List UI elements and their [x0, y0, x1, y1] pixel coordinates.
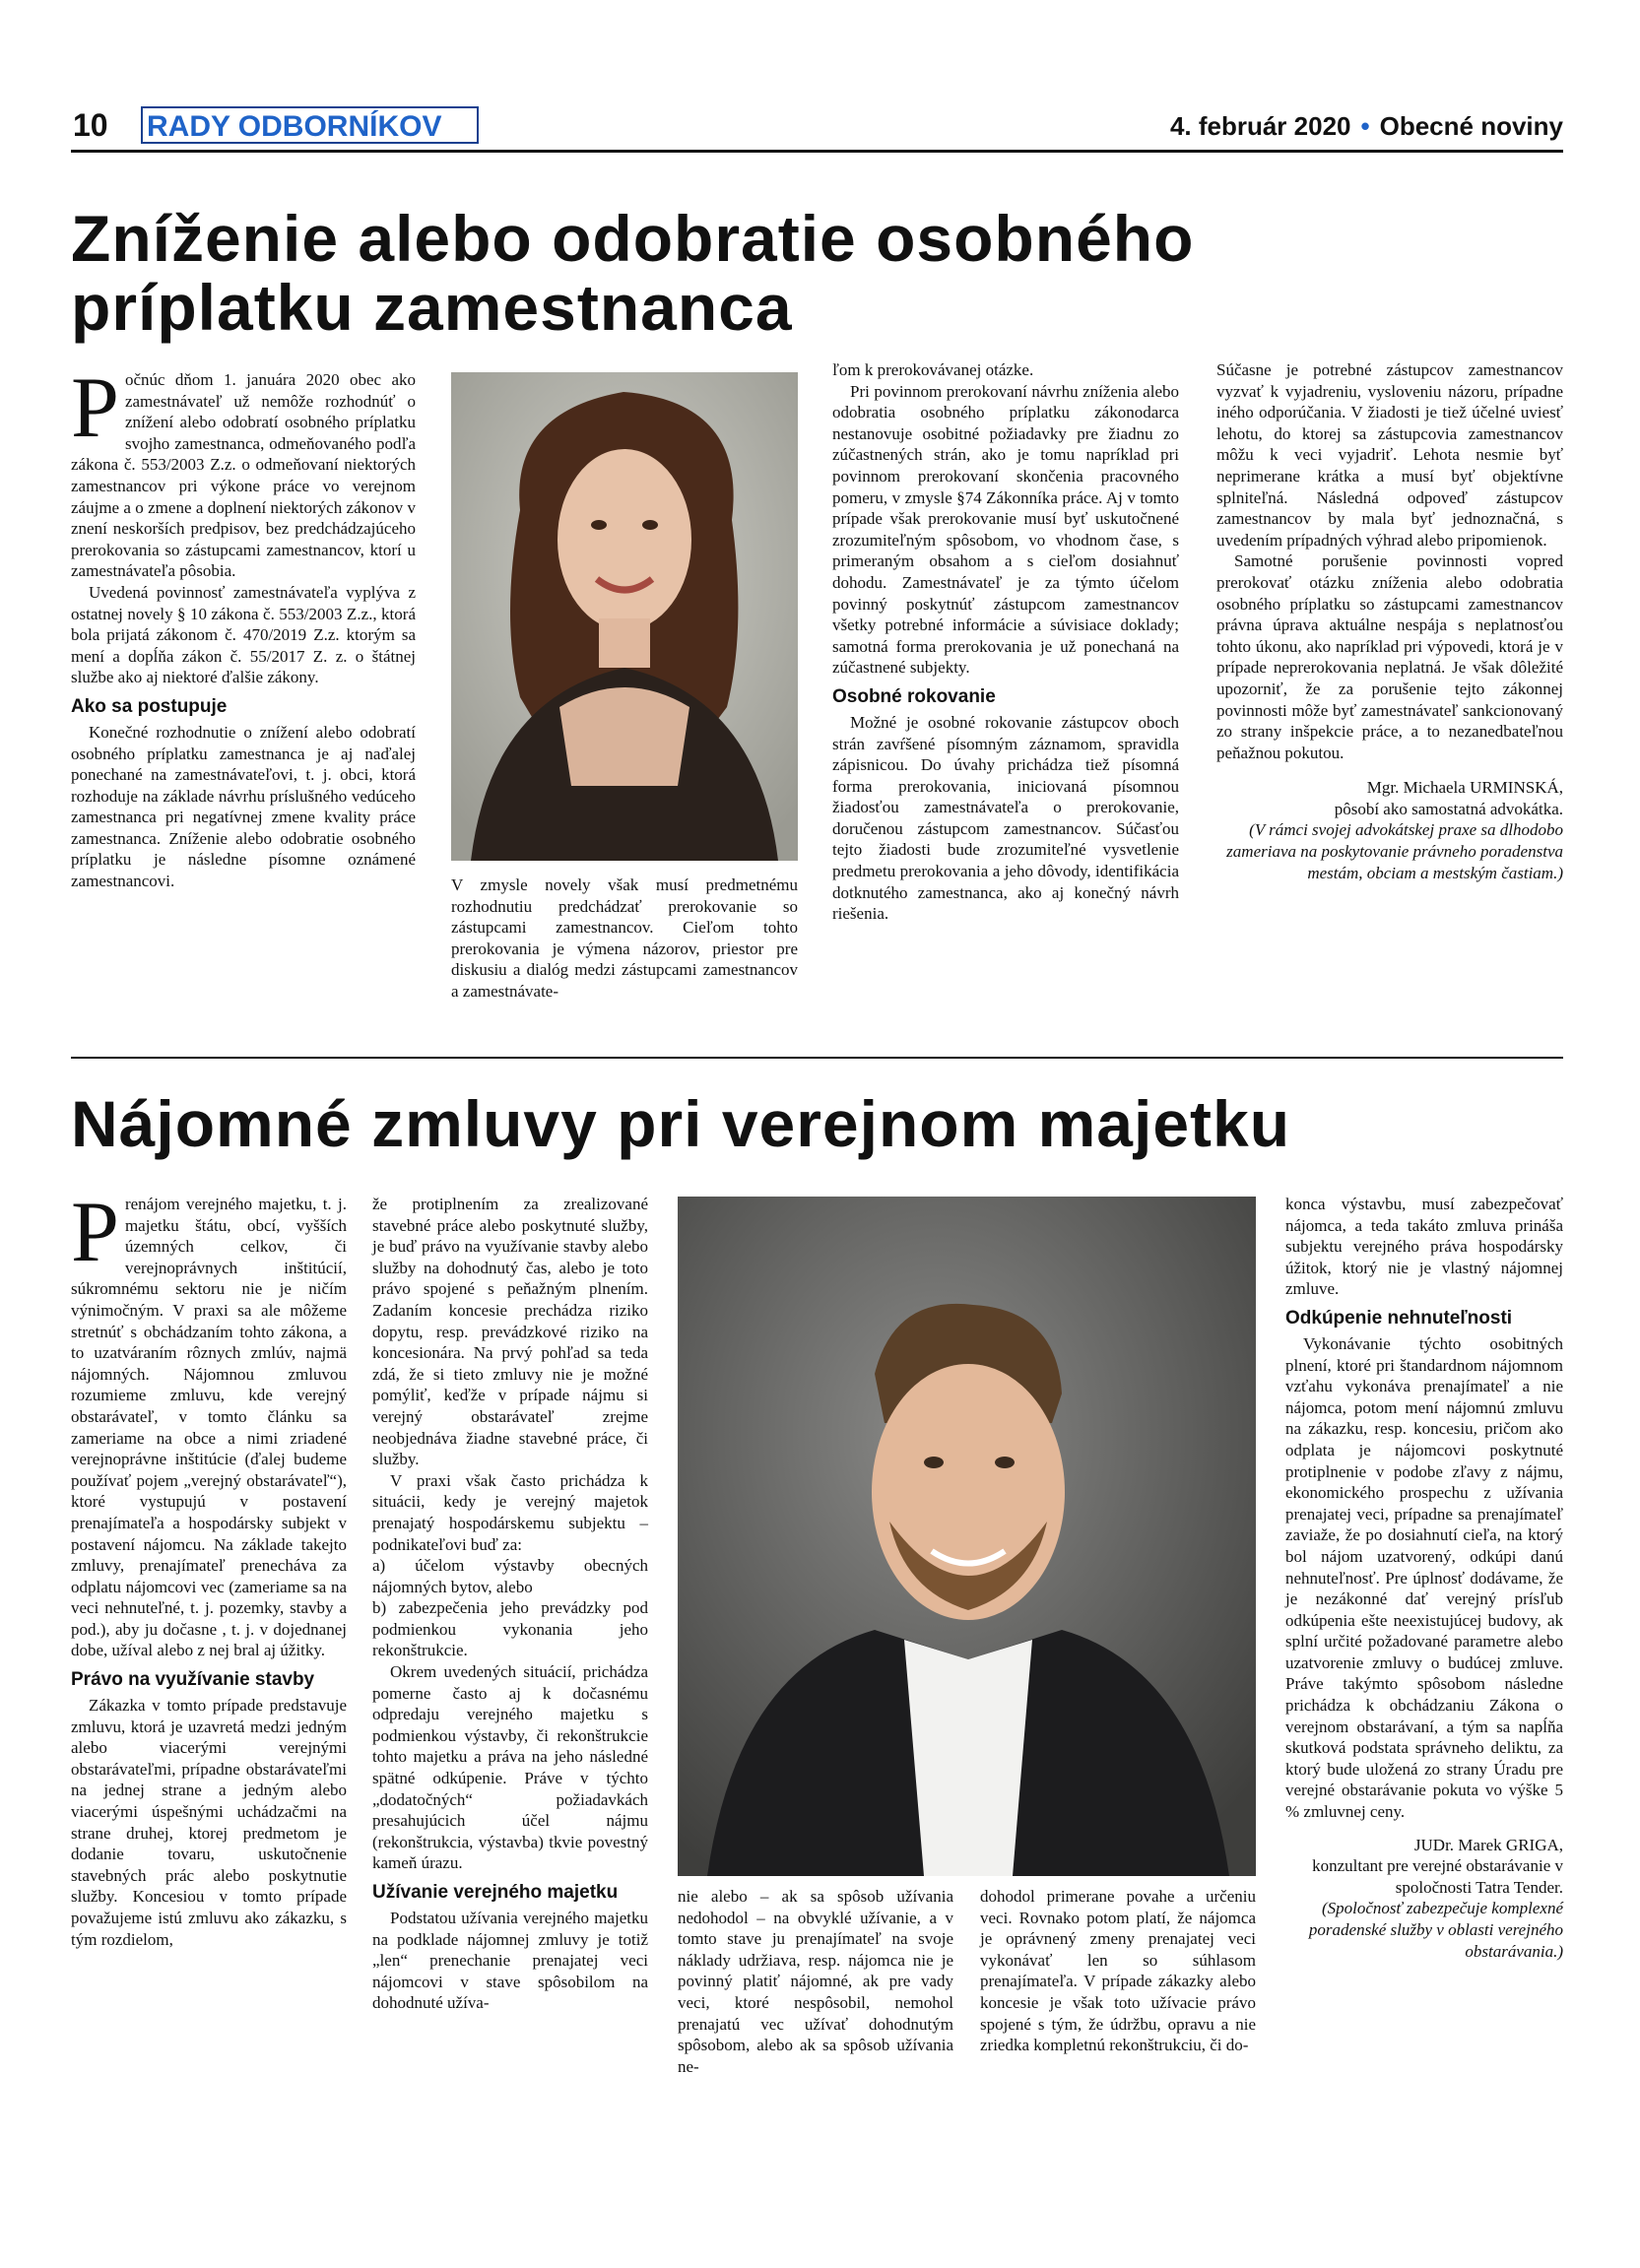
article1-title-line1: Zníženie alebo odobratie osobného — [71, 202, 1195, 275]
section-label: RADY ODBORNÍKOV — [141, 106, 479, 144]
paragraph: V zmysle novely však musí predmetnému rozhodnutiu predchádzať prerokovanie so zástupcami zamestnancov. Cieľom tohto prerokovania je výmena názorov, priestor pre diskusiu a dialóg medzi zástupcami zamestnancov a zamestnávate- — [451, 875, 798, 1001]
article1-author-note: (V rámci svojej advokátskej praxe sa dlhodobo zameriava na poskytovanie právneho poradenstva mestám, obciam a mestským častiam.) — [1226, 820, 1563, 882]
article1-column-1 — [71, 360, 416, 892]
article1-headline — [71, 204, 1568, 342]
issue-date: 4. február 2020 — [1169, 111, 1351, 141]
article1-subheading-2: Osobné rokovanie — [832, 685, 996, 707]
article2-column-3 — [678, 1886, 953, 2077]
paragraph: Okrem uvedených situácií, prichádza pomerne často aj k dočasnému odpredaju verejného majetku s podmienkou výstavby, či rekonštrukcie tohto majetku a práva na jeho následné spätné odkúpenie. Práve v týchto „dodatočných“ požiadavkách presahujúcich účel nájmu (rekonštrukcia, výstavba) tkvie povestný kameň úrazu. — [372, 1662, 648, 1873]
author-photo-urminska — [451, 372, 798, 861]
paragraph: Súčasne je potrebné zástupcov zamestnancov vyzvať k vyjadreniu, vysloveniu názoru, prípadne iného odporúčania. V žiadosti je tiež účelné uviesť lehotu, do ktorej sa zástupcovia zamestnancov môžu k veci vyjadriť. Lehota nesmie byť neprimerane krátka a musí byť objektívne splniteľná. Následná odpoveď zástupcov zamestnancov by mala byť jednoznačná, s uvedením prípadných výhrad alebo pripomienok. — [1216, 360, 1563, 550]
paragraph: konca výstavbu, musí zabezpečovať nájomca, a teda takáto zmluva prináša subjektu verejného práva hospodársky úžitok, ktorý nie je vlastný nájomnej zmluve. — [1285, 1195, 1563, 1299]
paragraph: Pri povinnom prerokovaní návrhu zníženia alebo odobratia osobného príplatku zákonodarca nestanovuje osobitné požiadavky pre žiadnu zo zúčastnených strán, ako je tomu napríklad pri povinnom prerokovaní skončenia pracovného pomeru, v zmysle §74 Zákonníka práce. Aj v tomto prípade však prerokovanie musí byť uskutočnené zrozumiteľným spôsobom, vo vhodnom čase, s primeraným obsahom a s cieľom dosiahnuť dohodu. Zamestnávateľ je za týmto účelom povinný poskytnúť zástupcom zamestnancov všetky potrebné informácie a súvisiace doklady; samotná forma prerokovania je už ponechaná na zúčastnené subjekty. — [832, 381, 1179, 678]
article2-column-1 — [71, 1185, 347, 1950]
paragraph: že protiplnením za zrealizované stavebné práce alebo poskytnuté služby, je buď právo na využívanie stavby alebo služby na dohodnutý čas, alebo je toto právo spojené s peňažným plnením. Zadaním koncesie prechádza riziko dopytu, resp. prevádzkové riziko na koncesionára. Na prvý pohľad sa teda zdá, že si tieto zmluvy nie je možné pomýliť, keďže v prípade nájmu si verejný obstarávateľ zrejme neobjednáva žiadne stavebné práce, či služby. — [372, 1195, 648, 1469]
article1-subheading-1: Ako sa postupuje — [71, 695, 228, 717]
article2-author: JUDr. Marek GRIGA, — [1413, 1835, 1563, 1854]
article1-author: Mgr. Michaela URMINSKÁ, — [1366, 778, 1563, 798]
article2-column-4 — [980, 1886, 1256, 2056]
article2-drop-cap: P — [71, 1185, 119, 1280]
paragraph: Možné je osobné rokovanie zástupcov oboch strán zavŕšené písomným záznamom, spravidla zápisnicou. Do úvahy prichádza tiež písomná forma prerokovania, iniciovaná písomnou žiadosťou zamestnávateľa o prerokovanie, doručenou zástupcom zamestnancov. Súčasťou tejto žiadosti bude zrozumiteľné vysvetlenie predmetu prerokovania a jeho dôvody, identifikácia dotknutého zamestnanca, ako aj konečný návrh riešenia. — [832, 712, 1179, 924]
article2-subheading-2: Užívanie verejného majetku — [372, 1882, 619, 1903]
paragraph: V praxi však často prichádza k situácii, kedy je verejný majetok prenajatý hospodárskemu subjektu – podnikateľovi buď za: — [372, 1470, 648, 1554]
paragraph: Samotné porušenie povinnosti vopred prerokovať otázku zníženia alebo odobratia osobného príplatku so zástupcami zamestnancov právna úprava aktuálne nespája s neplatnosťou tohto úkonu, ako napríklad pri výpovedi, ktorá je v prípade neprerokovania neplatná. Je však dôležité upozorniť, že za porušenie tejto zákonnej povinnosti môže byť zamestnávateľ sankcionovaný zo strany inšpekcie práce, a to nezanedbateľnou peňažnou pokutou. — [1216, 551, 1563, 762]
article2-column-2 — [372, 1194, 648, 2014]
paragraph: renájom verejného majetku, t. j. majetku štátu, obcí, vyšších územných celkov, či verejnoprávnych inštitúcií, súkromnému sektoru nie je ničím výnimočným. V praxi sa ale môžeme stretnúť s obchádzaním tohto zákona, a to uzatváraním rôznych zmlúv, najmä nájomných. Nájomnou zmluvou rozumieme zmluvu, kde verejný obstarávateľ, v tomto článku sa zameriame na obce a nimi zriadené verejnoprávne inštitúcie (ďalej budeme používať pojem „verejný obstarávateľ“), ktoré vystupujú v postavení prenajímateľa a hospodársky subjekt v postavení nájomcu. Na základe takejto zmluvy, prenajímateľ prenecháva za odplatu nájomcovi vec (zameriame sa na veci nehnuteľné, t. j. pozemky, stavby a pod.), aby ju dočasne , t. j. v dojednanej dobe, užíval alebo z nej bral aj úžitky. — [71, 1195, 347, 1660]
article2-author-role: konzultant pre verejné obstarávanie v spoločnosti Tatra Tender. — [1312, 1856, 1563, 1897]
list-item: b) zabezpečenia jeho prevádzky pod podmienkou vykonania jeho rekonštrukcie. — [372, 1598, 648, 1660]
publication-name: Obecné noviny — [1379, 111, 1563, 141]
article2-subheading-1: Právo na využívanie stavby — [71, 1669, 315, 1691]
article2-headline: Nájomné zmluvy pri verejnom majetku — [71, 1087, 1291, 1160]
article2-column-5 — [1285, 1194, 1563, 1962]
paragraph: ľom k prerokovávanej otázke. — [832, 360, 1034, 379]
article1-column-3 — [832, 359, 1179, 925]
article2-subheading-3: Odkúpenie nehnuteľnosti — [1285, 1307, 1513, 1328]
author-photo-griga — [678, 1197, 1256, 1876]
separator-dot: • — [1360, 111, 1370, 141]
paragraph: Uvedená povinnosť zamestnávateľa vyplýva z ostatnej novely § 10 zákona č. 553/2003 Z.z., ktorá bola prijatá zákonom č. 470/2019 Z.z. ktorým sa mení a dopĺňa zákon č. 55/2017 Z. z. o štátnej službe ako aj niektoré ďalšie zákony. — [71, 582, 416, 687]
article1-column-4 — [1216, 359, 1563, 883]
page-number: 10 — [73, 107, 108, 143]
list-item: a) účelom výstavby obecných nájomných bytov, alebo — [372, 1556, 648, 1596]
article1-drop-cap: P — [71, 360, 119, 456]
article1-title-line2: príplatku zamestnanca — [71, 271, 793, 344]
article1-author-role: pôsobí ako samostatná advokátka. — [1334, 799, 1563, 818]
paragraph: Konečné rozhodnutie o znížení alebo odobratí osobného príplatku zamestnanca je aj naďalej ponechané na zamestnávateľovi, t. j. obci, ktorá rozhoduje na základe návrhu príslušného vedúceho zamestnanca pri negatívnej zmene kvality práce zamestnanca. Zníženie alebo odobratie osobného príplatku je následne písomne oznámené zamestnancovi. — [71, 722, 416, 891]
paragraph: nie alebo – ak sa spôsob užívania nedohodol – na obvyklé užívanie, a v tomto stave ju prenajímateľ na svoje náklady udržiava, resp. nájomca nie je povinný platiť nájomné, ak pre vady veci, ktoré nespôsobil, nemohol prenajatú vec užívať dohodnutým spôsobom, alebo ak sa spôsob užívania ne- — [678, 1887, 953, 2076]
masthead-info — [1170, 111, 1563, 142]
paragraph: očnúc dňom 1. januára 2020 obec ako zamestnávateľ už nemôže rozhodnúť o znížení alebo odobratí osobného príplatku svojho zamestnanca, odmeňovaného podľa zákona č. 553/2003 Z.z. o odmeňovaní niektorých zamestnancov pri výkone práce vo verejnom záujme a o zmene a doplnení niektorých zákonov v znení neskorších predpisov, bez predchádzajúceho prerokovania so zástupcami zamestnancov, ktorí u zamestnávateľa pôsobia. — [71, 370, 416, 581]
header-rule — [71, 150, 1563, 153]
paragraph: Vykonávanie týchto osobitných plnení, ktoré pri štandardnom nájomnom vzťahu vykonáva prenajímateľ a nie nájomca, potom mení nájomnú zmluvu na zákazku, resp. koncesiu, pričom ako odplata je nájomcovi poskytnuté protiplnenie v podobe zľavy z nájmu, ekonomického prospechu z užívania prenajatej veci, prípadne sa prenajímateľ zaviaže, že po dosiahnutí cieľa, na ktorý bol nájom uzatvorený, odkúpi danú nehnuteľnosť. Pre úplnosť dodávame, že je nezákonné dať verejný prísľub odkúpenia ešte neexistujúcej budovy, ak splní určité požadované parametre alebo uzatvorenie zmluvy o budúcej zmluve. Práve takýmto spôsobom následne prichádza k obchádzaniu Zákona o verejnom obstarávaní, a tým sa napĺňa skutková podstata správneho deliktu, za ktorý bude uložená zo strany Úradu pre verejné obstarávanie pokuta vo výške 5 % zmluvnej ceny. — [1285, 1333, 1563, 1822]
article2-author-note: (Spoločnosť zabezpečuje komplexné poradenské služby v oblasti verejného obstarávania.) — [1308, 1899, 1563, 1961]
paragraph: dohodol primerane povahe a určeniu veci. Rovnako potom platí, že nájomca je oprávnený zmeny prenajatej veci vykonávať len so súhlasom prenajímateľa. V prípade zákazky alebo koncesie je však toto užívacie právo spojené s tým, že údržbu, opravu a nie zriedka kompletnú rekonštrukciu, či do- — [980, 1887, 1256, 2055]
paragraph: Zákazka v tomto prípade predstavuje zmluvu, ktorá je uzavretá medzi jedným alebo viacerými verejnými obstarávateľmi, prípadne obstarávateľmi na jednej strane a jedným alebo viacerými úspešnými uchádzačmi na strane druhej, ktorej predmetom je dodanie tovaru, uskutočnenie stavebných prác alebo poskytnutie služby. Koncesiou v tomto prípade považujeme istú zmluvu ako zákazku, s tým rozdielom, — [71, 1696, 347, 1949]
article1-column-2 — [451, 875, 798, 1003]
article-divider — [71, 1057, 1563, 1059]
paragraph: Podstatou užívania verejného majetku na podklade nájomnej zmluvy je totiž „len“ prenechanie prenajatej veci nájomcovi v stave spôsobilom na dohodnuté užíva- — [372, 1909, 648, 2013]
